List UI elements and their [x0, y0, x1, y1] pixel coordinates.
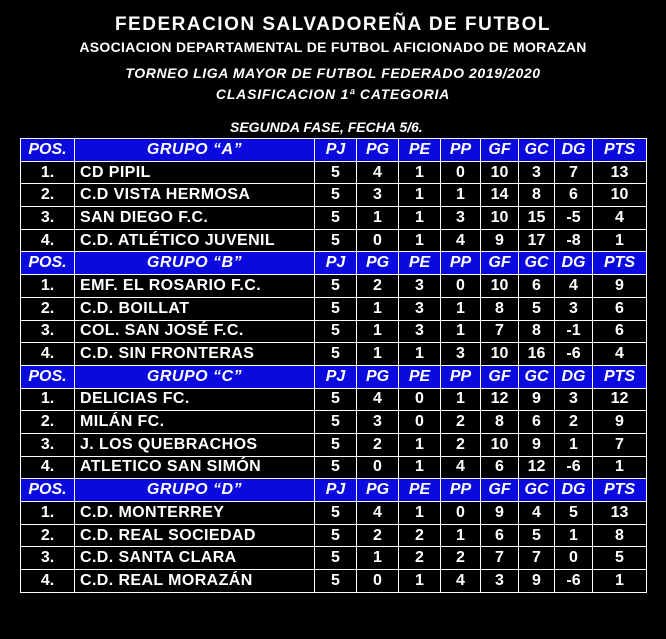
table-row [21, 343, 647, 366]
position-cell: 2. [21, 297, 75, 320]
pp-cell: 1 [441, 297, 481, 320]
pe-cell: 1 [399, 570, 441, 593]
position-cell: 1. [21, 502, 75, 525]
dg-cell: -8 [555, 229, 593, 252]
pj-cell: 5 [315, 433, 357, 456]
pp-cell: 0 [441, 275, 481, 298]
column-header-pg: PG [357, 479, 399, 502]
column-header-pj: PJ [315, 139, 357, 162]
pg-cell: 2 [357, 433, 399, 456]
position-cell: 2. [21, 184, 75, 207]
gc-cell: 15 [519, 207, 555, 230]
column-header-pe: PE [399, 139, 441, 162]
gc-cell: 4 [519, 502, 555, 525]
column-header-gf: GF [481, 479, 519, 502]
position-cell: 3. [21, 547, 75, 570]
dg-cell: 1 [555, 433, 593, 456]
column-header-pg: PG [357, 365, 399, 388]
position-cell: 3. [21, 207, 75, 230]
table-row [21, 297, 647, 320]
column-header-pj: PJ [315, 252, 357, 275]
pg-cell: 1 [357, 547, 399, 570]
gc-cell: 6 [519, 275, 555, 298]
gc-cell: 8 [519, 184, 555, 207]
column-header-gf: GF [481, 365, 519, 388]
column-header-gc: GC [519, 365, 555, 388]
column-header-gc: GC [519, 139, 555, 162]
pe-cell: 1 [399, 207, 441, 230]
pp-cell: 3 [441, 343, 481, 366]
gf-cell: 6 [481, 524, 519, 547]
column-header-gf: GF [481, 252, 519, 275]
pts-cell: 6 [593, 320, 647, 343]
team-name-cell: J. LOS QUEBRACHOS [75, 433, 315, 456]
pe-cell: 3 [399, 320, 441, 343]
pj-cell: 5 [315, 456, 357, 479]
pe-cell: 1 [399, 229, 441, 252]
pj-cell: 5 [315, 320, 357, 343]
team-name-cell: C.D. ATLÉTICO JUVENIL [75, 229, 315, 252]
position-cell: 4. [21, 456, 75, 479]
pg-cell: 1 [357, 343, 399, 366]
pp-cell: 1 [441, 320, 481, 343]
gc-cell: 7 [519, 547, 555, 570]
pts-cell: 12 [593, 388, 647, 411]
column-header-dg: DG [555, 365, 593, 388]
column-header-pe: PE [399, 479, 441, 502]
gf-cell: 7 [481, 320, 519, 343]
pg-cell: 4 [357, 502, 399, 525]
pp-cell: 2 [441, 547, 481, 570]
pg-cell: 0 [357, 456, 399, 479]
pe-cell: 3 [399, 297, 441, 320]
dg-cell: 3 [555, 388, 593, 411]
pj-cell: 5 [315, 184, 357, 207]
pg-cell: 4 [357, 388, 399, 411]
table-row [21, 184, 647, 207]
table-row [21, 433, 647, 456]
gf-cell: 10 [481, 433, 519, 456]
team-name-cell: C.D. SIN FRONTERAS [75, 343, 315, 366]
pp-cell: 4 [441, 456, 481, 479]
pj-cell: 5 [315, 524, 357, 547]
pts-cell: 6 [593, 297, 647, 320]
column-header-pe: PE [399, 365, 441, 388]
column-header-pp: PP [441, 139, 481, 162]
gc-cell: 8 [519, 320, 555, 343]
position-cell: 1. [21, 388, 75, 411]
phase-label: SEGUNDA FASE, FECHA 5/6. [230, 119, 423, 135]
column-header-pts: PTS [593, 139, 647, 162]
pj-cell: 5 [315, 161, 357, 184]
column-header-pp: PP [441, 365, 481, 388]
team-name-cell: DELICIAS FC. [75, 388, 315, 411]
table-row [21, 411, 647, 434]
pts-cell: 4 [593, 207, 647, 230]
position-cell: 1. [21, 275, 75, 298]
gf-cell: 9 [481, 229, 519, 252]
pts-cell: 13 [593, 502, 647, 525]
pj-cell: 5 [315, 343, 357, 366]
pg-cell: 1 [357, 297, 399, 320]
position-cell: 2. [21, 411, 75, 434]
gc-cell: 9 [519, 388, 555, 411]
column-header-pos: POS. [21, 365, 75, 388]
pj-cell: 5 [315, 207, 357, 230]
column-header-pos: POS. [21, 252, 75, 275]
pj-cell: 5 [315, 229, 357, 252]
team-name-cell: C.D. BOILLAT [75, 297, 315, 320]
gc-cell: 3 [519, 161, 555, 184]
dg-cell: 0 [555, 547, 593, 570]
pg-cell: 0 [357, 229, 399, 252]
column-header-gc: GC [519, 252, 555, 275]
gf-cell: 8 [481, 411, 519, 434]
group-name: GRUPO “D” [75, 479, 315, 502]
gc-cell: 9 [519, 570, 555, 593]
position-cell: 3. [21, 320, 75, 343]
position-cell: 4. [21, 229, 75, 252]
gc-cell: 9 [519, 433, 555, 456]
pe-cell: 0 [399, 411, 441, 434]
pp-cell: 1 [441, 388, 481, 411]
pts-cell: 7 [593, 433, 647, 456]
gf-cell: 14 [481, 184, 519, 207]
pts-cell: 13 [593, 161, 647, 184]
dg-cell: 2 [555, 411, 593, 434]
gf-cell: 12 [481, 388, 519, 411]
pg-cell: 1 [357, 320, 399, 343]
team-name-cell: ATLETICO SAN SIMÓN [75, 456, 315, 479]
pj-cell: 5 [315, 570, 357, 593]
column-header-pts: PTS [593, 252, 647, 275]
dg-cell: -6 [555, 343, 593, 366]
pj-cell: 5 [315, 411, 357, 434]
team-name-cell: C.D. SANTA CLARA [75, 547, 315, 570]
table-row [21, 275, 647, 298]
table-row [21, 320, 647, 343]
table-row [21, 229, 647, 252]
team-name-cell: COL. SAN JOSÉ F.C. [75, 320, 315, 343]
pj-cell: 5 [315, 502, 357, 525]
team-name-cell: C.D VISTA HERMOSA [75, 184, 315, 207]
column-header-dg: DG [555, 479, 593, 502]
gc-cell: 17 [519, 229, 555, 252]
pp-cell: 1 [441, 524, 481, 547]
column-header-dg: DG [555, 252, 593, 275]
dg-cell: -6 [555, 456, 593, 479]
pg-cell: 0 [357, 570, 399, 593]
pe-cell: 1 [399, 456, 441, 479]
column-header-pp: PP [441, 252, 481, 275]
dg-cell: 4 [555, 275, 593, 298]
pts-cell: 5 [593, 547, 647, 570]
table-row [21, 502, 647, 525]
table-row [21, 207, 647, 230]
position-cell: 3. [21, 433, 75, 456]
gf-cell: 10 [481, 161, 519, 184]
pj-cell: 5 [315, 547, 357, 570]
pp-cell: 3 [441, 207, 481, 230]
table-row [21, 161, 647, 184]
column-header-dg: DG [555, 139, 593, 162]
team-name-cell: SAN DIEGO F.C. [75, 207, 315, 230]
dg-cell: -6 [555, 570, 593, 593]
federation-title: FEDERACION SALVADOREÑA DE FUTBOL [114, 14, 552, 35]
pj-cell: 5 [315, 275, 357, 298]
team-name-cell: MILÁN FC. [75, 411, 315, 434]
pp-cell: 2 [441, 433, 481, 456]
table-row [21, 524, 647, 547]
team-name-cell: EMF. EL ROSARIO F.C. [75, 275, 315, 298]
position-cell: 4. [21, 570, 75, 593]
pj-cell: 5 [315, 388, 357, 411]
group-name: GRUPO “C” [75, 365, 315, 388]
column-header-pg: PG [357, 252, 399, 275]
gc-cell: 6 [519, 411, 555, 434]
pe-cell: 1 [399, 433, 441, 456]
tournament-title: TORNEO LIGA MAYOR DE FUTBOL FEDERADO 2019/2020 [125, 65, 541, 81]
dg-cell: -1 [555, 320, 593, 343]
pe-cell: 3 [399, 275, 441, 298]
pe-cell: 1 [399, 502, 441, 525]
pts-cell: 4 [593, 343, 647, 366]
table-row [21, 456, 647, 479]
pj-cell: 5 [315, 297, 357, 320]
pts-cell: 1 [593, 570, 647, 593]
position-cell: 1. [21, 161, 75, 184]
dg-cell: 6 [555, 184, 593, 207]
gf-cell: 7 [481, 547, 519, 570]
pg-cell: 2 [357, 524, 399, 547]
pts-cell: 1 [593, 229, 647, 252]
gf-cell: 10 [481, 343, 519, 366]
pts-cell: 8 [593, 524, 647, 547]
dg-cell: 3 [555, 297, 593, 320]
table-row [21, 547, 647, 570]
pg-cell: 2 [357, 275, 399, 298]
pp-cell: 2 [441, 411, 481, 434]
gc-cell: 5 [519, 297, 555, 320]
group-header-row [21, 252, 647, 275]
group-name: GRUPO “B” [75, 252, 315, 275]
column-header-pg: PG [357, 139, 399, 162]
pts-cell: 9 [593, 275, 647, 298]
pg-cell: 3 [357, 411, 399, 434]
dg-cell: 1 [555, 524, 593, 547]
pe-cell: 2 [399, 547, 441, 570]
dg-cell: 7 [555, 161, 593, 184]
group-name: GRUPO “A” [75, 139, 315, 162]
team-name-cell: C.D. REAL SOCIEDAD [75, 524, 315, 547]
gf-cell: 10 [481, 275, 519, 298]
team-name-cell: C.D. MONTERREY [75, 502, 315, 525]
classification-title: CLASIFICACION 1ª CATEGORIA [215, 86, 451, 102]
pe-cell: 1 [399, 184, 441, 207]
table-row [21, 570, 647, 593]
gf-cell: 9 [481, 502, 519, 525]
group-header-row [21, 365, 647, 388]
position-cell: 2. [21, 524, 75, 547]
gc-cell: 12 [519, 456, 555, 479]
pg-cell: 3 [357, 184, 399, 207]
column-header-pts: PTS [593, 365, 647, 388]
pp-cell: 0 [441, 502, 481, 525]
column-header-gc: GC [519, 479, 555, 502]
pp-cell: 4 [441, 570, 481, 593]
pg-cell: 1 [357, 207, 399, 230]
group-header-row [21, 139, 647, 162]
gf-cell: 10 [481, 207, 519, 230]
table-row [21, 388, 647, 411]
pts-cell: 10 [593, 184, 647, 207]
column-header-pj: PJ [315, 365, 357, 388]
pts-cell: 9 [593, 411, 647, 434]
pe-cell: 0 [399, 388, 441, 411]
team-name-cell: CD PIPIL [75, 161, 315, 184]
team-name-cell: C.D. REAL MORAZÁN [75, 570, 315, 593]
gc-cell: 16 [519, 343, 555, 366]
column-header-pp: PP [441, 479, 481, 502]
standings-table [20, 138, 647, 593]
pe-cell: 1 [399, 161, 441, 184]
column-header-pj: PJ [315, 479, 357, 502]
pts-cell: 1 [593, 456, 647, 479]
pe-cell: 2 [399, 524, 441, 547]
group-header-row [21, 479, 647, 502]
gc-cell: 5 [519, 524, 555, 547]
dg-cell: -5 [555, 207, 593, 230]
gf-cell: 8 [481, 297, 519, 320]
pp-cell: 1 [441, 184, 481, 207]
pp-cell: 4 [441, 229, 481, 252]
column-header-gf: GF [481, 139, 519, 162]
pe-cell: 1 [399, 343, 441, 366]
position-cell: 4. [21, 343, 75, 366]
gf-cell: 6 [481, 456, 519, 479]
association-subtitle: ASOCIACION DEPARTAMENTAL DE FUTBOL AFICIONADO DE MORAZAN [79, 39, 587, 55]
column-header-pts: PTS [593, 479, 647, 502]
dg-cell: 5 [555, 502, 593, 525]
column-header-pos: POS. [21, 139, 75, 162]
column-header-pe: PE [399, 252, 441, 275]
column-header-pos: POS. [21, 479, 75, 502]
pp-cell: 0 [441, 161, 481, 184]
gf-cell: 3 [481, 570, 519, 593]
pg-cell: 4 [357, 161, 399, 184]
